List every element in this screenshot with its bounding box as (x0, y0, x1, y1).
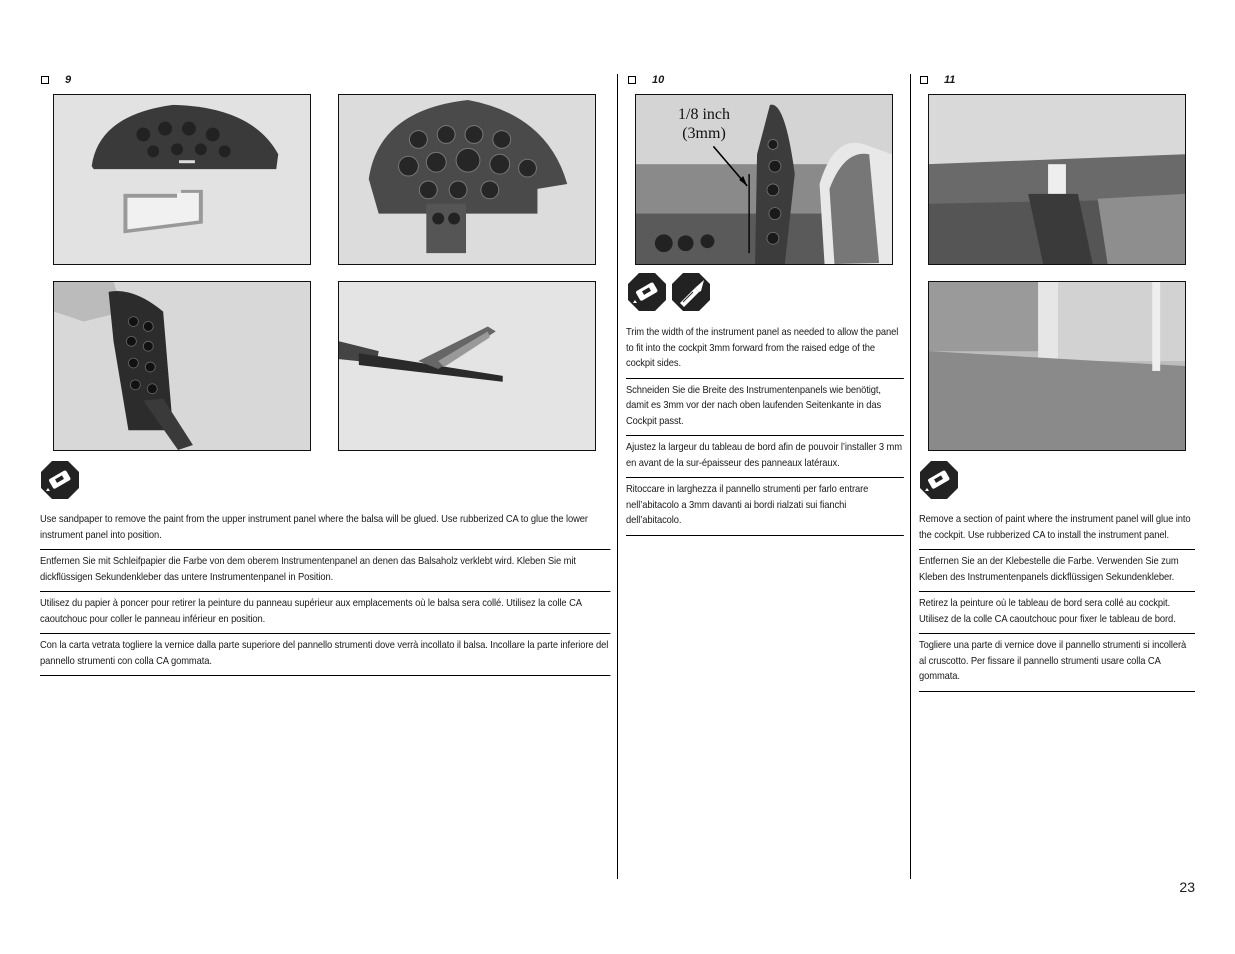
instruction-french: Retirez la peinture où le tableau de bord sera collé au cockpit. Utilisez de la colle CA caoutchouc pour fixer le tableau de bord. (919, 592, 1195, 634)
checkbox-icon[interactable] (41, 76, 49, 84)
step-11-header (920, 74, 955, 86)
photo-panel-side-view (338, 281, 596, 451)
instruction-italian: Togliere una parte di vernice dove il pannello strumenti si incollerà al cruscotto. Per fissare il pannello strumenti usare colla CA gommata. (919, 634, 1195, 692)
dimension-mm: (3mm) (682, 125, 726, 142)
step-9-instructions (40, 512, 610, 676)
photo-upper-panel-front (338, 94, 596, 265)
instruction-german: Schneiden Sie die Breite des Instrumentenpanels wie benötigt, damit es 3mm vor der nach oben laufenden Seitenkante in das Cockpit passt. (626, 379, 904, 437)
photo-panel-installed (928, 281, 1186, 451)
step-11-instructions (919, 512, 1195, 692)
step-10-instructions (626, 325, 904, 536)
step-number: 10 (652, 74, 665, 86)
step-number: 11 (944, 74, 956, 86)
photo-instrument-panel-parts (53, 94, 311, 265)
photo-dimension-label (678, 105, 730, 143)
ca-glue-bottle-icon (627, 272, 667, 312)
checkbox-icon[interactable] (628, 76, 636, 84)
column-divider (617, 74, 618, 879)
photo-cockpit-paint-removed (928, 94, 1186, 265)
step-10-header (628, 74, 664, 86)
instruction-french: Ajustez la largeur du tableau de bord afin de pouvoir l’installer 3 mm en avant de la sur-épaisseur des panneaux latéraux. (626, 436, 904, 478)
step-number: 9 (65, 74, 72, 86)
checkbox-icon[interactable] (920, 76, 928, 84)
ca-glue-bottle-icon (919, 460, 959, 500)
instruction-italian: Con la carta vetrata togliere la vernice dalla parte superiore del pannello strumenti dove verrà incollato il balsa. Incollare la parte inferiore del pannello strumenti con colla CA gommata. (40, 634, 610, 676)
instruction-french: Utilisez du papier à poncer pour retirer la peinture du panneau supérieur aux emplacements où le balsa sera collé. Utilisez la colle CA caoutchouc pour coller le panneau inférieur en position. (40, 592, 610, 634)
photo-panel-fit-cockpit (635, 94, 893, 265)
photo-gluing-lower-panel (53, 281, 311, 451)
instruction-english: Use sandpaper to remove the paint from the upper instrument panel where the balsa will be glued. Use rubberized CA to glue the lower instrument panel into position. (40, 512, 610, 550)
instruction-german: Entfernen Sie mit Schleifpapier die Farbe von dem oberem Instrumentenpanel an denen das Balsaholz verklebt wird. Kleben Sie mit dickflüssigen Sekundenkleber das untere Instrumentenpanel in Position. (40, 550, 610, 592)
step-9-header (41, 74, 71, 86)
instruction-italian: Ritoccare in larghezza il pannello strumenti per farlo entrare nell’abitacolo a 3mm davanti ai bordi rialzati sui fianchi dell’abitacolo. (626, 478, 904, 536)
column-divider (910, 74, 911, 879)
instruction-english: Remove a section of paint where the instrument panel will glue into the cockpit. Use rubberized CA to install the instrument panel. (919, 512, 1195, 550)
dimension-inches: 1/8 inch (678, 106, 730, 123)
ca-glue-bottle-icon (40, 460, 80, 500)
instruction-english: Trim the width of the instrument panel as needed to allow the panel to fit into the cockpit 3mm forward from the raised edge of the cockpit sides. (626, 325, 904, 379)
instruction-german: Entfernen Sie an der Klebestelle die Farbe. Verwenden Sie zum Kleben des Instrumentenpanels dickflüssigen Sekundenkleber. (919, 550, 1195, 592)
hobby-knife-icon (671, 272, 711, 312)
page-number: 23 (1179, 879, 1195, 895)
